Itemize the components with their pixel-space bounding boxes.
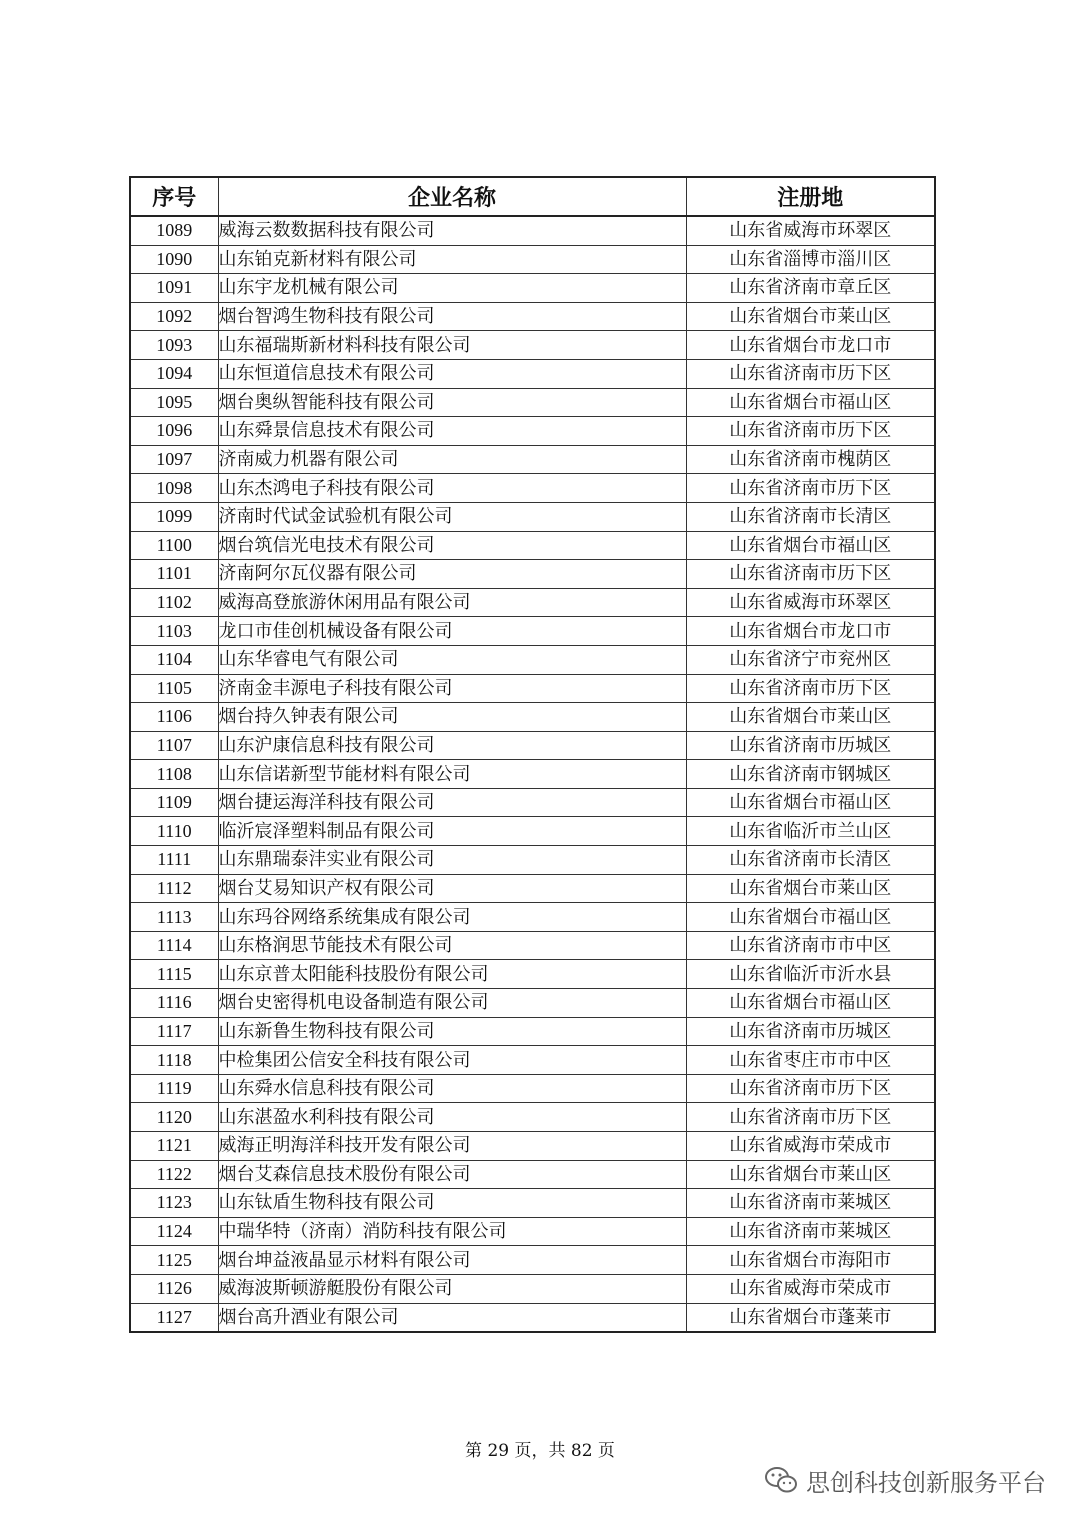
table-row <box>130 817 935 846</box>
table-row <box>130 989 935 1018</box>
cell-company-name: 山东沪康信息科技有限公司 <box>218 731 686 760</box>
cell-serial-number: 1109 <box>130 788 218 817</box>
cell-registered-location: 山东省威海市荣成市 <box>686 1274 935 1303</box>
table-row <box>130 274 935 303</box>
cell-registered-location: 山东省烟台市龙口市 <box>686 331 935 360</box>
table-row <box>130 388 935 417</box>
cell-serial-number: 1111 <box>130 846 218 875</box>
cell-registered-location: 山东省烟台市福山区 <box>686 903 935 932</box>
table-row <box>130 1246 935 1275</box>
cell-serial-number: 1101 <box>130 560 218 589</box>
cell-company-name: 烟台艾森信息技术股份有限公司 <box>218 1160 686 1189</box>
table-row <box>130 731 935 760</box>
cell-serial-number: 1108 <box>130 760 218 789</box>
cell-serial-number: 1089 <box>130 216 218 245</box>
cell-company-name: 中瑞华特（济南）消防科技有限公司 <box>218 1217 686 1246</box>
cell-serial-number: 1122 <box>130 1160 218 1189</box>
cell-registered-location: 山东省烟台市莱山区 <box>686 874 935 903</box>
cell-serial-number: 1123 <box>130 1189 218 1218</box>
cell-company-name: 山东福瑞斯新材料科技有限公司 <box>218 331 686 360</box>
page-number: 第 29 页，共 82 页 <box>465 1441 615 1461</box>
cell-registered-location: 山东省威海市环翠区 <box>686 216 935 245</box>
table-row <box>130 617 935 646</box>
cell-registered-location: 山东省烟台市莱山区 <box>686 703 935 732</box>
header-registered-location: 注册地 <box>686 177 935 216</box>
cell-serial-number: 1115 <box>130 960 218 989</box>
cell-registered-location: 山东省济南市长清区 <box>686 502 935 531</box>
cell-company-name: 烟台智鸿生物科技有限公司 <box>218 302 686 331</box>
cell-serial-number: 1092 <box>130 302 218 331</box>
table-row <box>130 216 935 245</box>
cell-registered-location: 山东省烟台市龙口市 <box>686 617 935 646</box>
cell-company-name: 烟台筑信光电技术有限公司 <box>218 531 686 560</box>
cell-registered-location: 山东省济宁市兖州区 <box>686 645 935 674</box>
cell-registered-location: 山东省济南市历下区 <box>686 674 935 703</box>
cell-registered-location: 山东省临沂市兰山区 <box>686 817 935 846</box>
table-row <box>130 1303 935 1332</box>
cell-registered-location: 山东省烟台市海阳市 <box>686 1246 935 1275</box>
table-row <box>130 1046 935 1075</box>
table-row <box>130 245 935 274</box>
cell-registered-location: 山东省烟台市莱山区 <box>686 302 935 331</box>
cell-serial-number: 1106 <box>130 703 218 732</box>
table-row <box>130 1103 935 1132</box>
cell-company-name: 济南金丰源电子科技有限公司 <box>218 674 686 703</box>
table-row <box>130 560 935 589</box>
cell-company-name: 威海正明海洋科技开发有限公司 <box>218 1132 686 1161</box>
cell-company-name: 济南阿尔瓦仪器有限公司 <box>218 560 686 589</box>
table-row <box>130 903 935 932</box>
cell-company-name: 威海云数数据科技有限公司 <box>218 216 686 245</box>
cell-company-name: 济南时代试金试验机有限公司 <box>218 502 686 531</box>
cell-company-name: 山东恒道信息技术有限公司 <box>218 359 686 388</box>
cell-serial-number: 1105 <box>130 674 218 703</box>
table-row <box>130 788 935 817</box>
cell-registered-location: 山东省济南市历下区 <box>686 560 935 589</box>
table-row <box>130 474 935 503</box>
cell-company-name: 烟台史密得机电设备制造有限公司 <box>218 989 686 1018</box>
cell-registered-location: 山东省济南市历下区 <box>686 1103 935 1132</box>
table-body <box>130 216 935 1332</box>
cell-registered-location: 山东省枣庄市市中区 <box>686 1046 935 1075</box>
header-serial-number: 序号 <box>130 177 218 216</box>
cell-serial-number: 1127 <box>130 1303 218 1332</box>
table-row <box>130 531 935 560</box>
cell-serial-number: 1096 <box>130 417 218 446</box>
cell-company-name: 山东信诺新型节能材料有限公司 <box>218 760 686 789</box>
cell-company-name: 山东新鲁生物科技有限公司 <box>218 1017 686 1046</box>
table-row <box>130 846 935 875</box>
table-row <box>130 417 935 446</box>
cell-serial-number: 1126 <box>130 1274 218 1303</box>
cell-serial-number: 1113 <box>130 903 218 932</box>
table-row <box>130 302 935 331</box>
cell-registered-location: 山东省济南市章丘区 <box>686 274 935 303</box>
table-row <box>130 1017 935 1046</box>
cell-serial-number: 1104 <box>130 645 218 674</box>
cell-registered-location: 山东省烟台市福山区 <box>686 388 935 417</box>
wechat-icon <box>764 1465 798 1495</box>
table-row <box>130 445 935 474</box>
cell-company-name: 烟台捷运海洋科技有限公司 <box>218 788 686 817</box>
cell-company-name: 烟台坤益液晶显示材料有限公司 <box>218 1246 686 1275</box>
cell-serial-number: 1124 <box>130 1217 218 1246</box>
cell-company-name: 山东舜水信息科技有限公司 <box>218 1074 686 1103</box>
cell-registered-location: 山东省济南市槐荫区 <box>686 445 935 474</box>
cell-registered-location: 山东省济南市历下区 <box>686 417 935 446</box>
table-row <box>130 502 935 531</box>
cell-serial-number: 1091 <box>130 274 218 303</box>
cell-registered-location: 山东省济南市莱城区 <box>686 1189 935 1218</box>
cell-company-name: 临沂宸泽塑料制品有限公司 <box>218 817 686 846</box>
cell-registered-location: 山东省济南市莱城区 <box>686 1217 935 1246</box>
cell-company-name: 山东铂克新材料有限公司 <box>218 245 686 274</box>
cell-serial-number: 1100 <box>130 531 218 560</box>
cell-company-name: 烟台奥纵智能科技有限公司 <box>218 388 686 417</box>
cell-company-name: 山东杰鸿电子科技有限公司 <box>218 474 686 503</box>
cell-company-name: 烟台持久钟表有限公司 <box>218 703 686 732</box>
table-row <box>130 1132 935 1161</box>
cell-registered-location: 山东省济南市长清区 <box>686 846 935 875</box>
cell-serial-number: 1093 <box>130 331 218 360</box>
cell-company-name: 威海波斯顿游艇股份有限公司 <box>218 1274 686 1303</box>
cell-registered-location: 山东省烟台市福山区 <box>686 788 935 817</box>
cell-company-name: 龙口市佳创机械设备有限公司 <box>218 617 686 646</box>
cell-registered-location: 山东省淄博市淄川区 <box>686 245 935 274</box>
cell-serial-number: 1112 <box>130 874 218 903</box>
cell-serial-number: 1120 <box>130 1103 218 1132</box>
cell-company-name: 山东钛盾生物科技有限公司 <box>218 1189 686 1218</box>
cell-serial-number: 1114 <box>130 931 218 960</box>
table-row <box>130 331 935 360</box>
table-row <box>130 1074 935 1103</box>
cell-registered-location: 山东省济南市历城区 <box>686 1017 935 1046</box>
cell-registered-location: 山东省威海市荣成市 <box>686 1132 935 1161</box>
table-row <box>130 674 935 703</box>
cell-registered-location: 山东省济南市钢城区 <box>686 760 935 789</box>
cell-serial-number: 1117 <box>130 1017 218 1046</box>
cell-registered-location: 山东省济南市历城区 <box>686 731 935 760</box>
cell-company-name: 山东京普太阳能科技股份有限公司 <box>218 960 686 989</box>
cell-serial-number: 1118 <box>130 1046 218 1075</box>
cell-company-name: 烟台高升酒业有限公司 <box>218 1303 686 1332</box>
table-row <box>130 874 935 903</box>
cell-registered-location: 山东省烟台市福山区 <box>686 531 935 560</box>
cell-serial-number: 1099 <box>130 502 218 531</box>
cell-company-name: 山东鼎瑞泰沣实业有限公司 <box>218 846 686 875</box>
cell-serial-number: 1119 <box>130 1074 218 1103</box>
cell-registered-location: 山东省济南市历下区 <box>686 1074 935 1103</box>
cell-company-name: 山东华睿电气有限公司 <box>218 645 686 674</box>
cell-serial-number: 1094 <box>130 359 218 388</box>
cell-serial-number: 1102 <box>130 588 218 617</box>
cell-company-name: 山东舜景信息技术有限公司 <box>218 417 686 446</box>
cell-serial-number: 1097 <box>130 445 218 474</box>
cell-serial-number: 1121 <box>130 1132 218 1161</box>
cell-serial-number: 1125 <box>130 1246 218 1275</box>
table-header-row <box>130 177 935 216</box>
cell-registered-location: 山东省济南市历下区 <box>686 359 935 388</box>
watermark <box>764 1462 1046 1498</box>
cell-serial-number: 1110 <box>130 817 218 846</box>
cell-serial-number: 1116 <box>130 989 218 1018</box>
table-row <box>130 760 935 789</box>
cell-registered-location: 山东省烟台市蓬莱市 <box>686 1303 935 1332</box>
company-table <box>129 176 936 1333</box>
table-row <box>130 931 935 960</box>
cell-serial-number: 1103 <box>130 617 218 646</box>
table-row <box>130 1274 935 1303</box>
cell-registered-location: 山东省济南市历下区 <box>686 474 935 503</box>
cell-company-name: 济南威力机器有限公司 <box>218 445 686 474</box>
table-row <box>130 1217 935 1246</box>
cell-company-name: 山东湛盈水利科技有限公司 <box>218 1103 686 1132</box>
cell-company-name: 山东玛谷网络系统集成有限公司 <box>218 903 686 932</box>
cell-registered-location: 山东省临沂市沂水县 <box>686 960 935 989</box>
table-row <box>130 359 935 388</box>
cell-company-name: 烟台艾易知识产权有限公司 <box>218 874 686 903</box>
cell-company-name: 山东格润思节能技术有限公司 <box>218 931 686 960</box>
cell-company-name: 中检集团公信安全科技有限公司 <box>218 1046 686 1075</box>
cell-registered-location: 山东省济南市市中区 <box>686 931 935 960</box>
table-row <box>130 645 935 674</box>
table-row <box>130 1189 935 1218</box>
table-row <box>130 703 935 732</box>
cell-registered-location: 山东省威海市环翠区 <box>686 588 935 617</box>
cell-serial-number: 1107 <box>130 731 218 760</box>
table-row <box>130 960 935 989</box>
cell-registered-location: 山东省烟台市福山区 <box>686 989 935 1018</box>
header-company-name: 企业名称 <box>218 177 686 216</box>
watermark-text: 思创科技创新服务平台 <box>806 1468 1046 1497</box>
cell-serial-number: 1090 <box>130 245 218 274</box>
cell-serial-number: 1098 <box>130 474 218 503</box>
cell-registered-location: 山东省烟台市莱山区 <box>686 1160 935 1189</box>
cell-company-name: 威海高登旅游休闲用品有限公司 <box>218 588 686 617</box>
cell-company-name: 山东宇龙机械有限公司 <box>218 274 686 303</box>
cell-serial-number: 1095 <box>130 388 218 417</box>
table-row <box>130 588 935 617</box>
table-row <box>130 1160 935 1189</box>
